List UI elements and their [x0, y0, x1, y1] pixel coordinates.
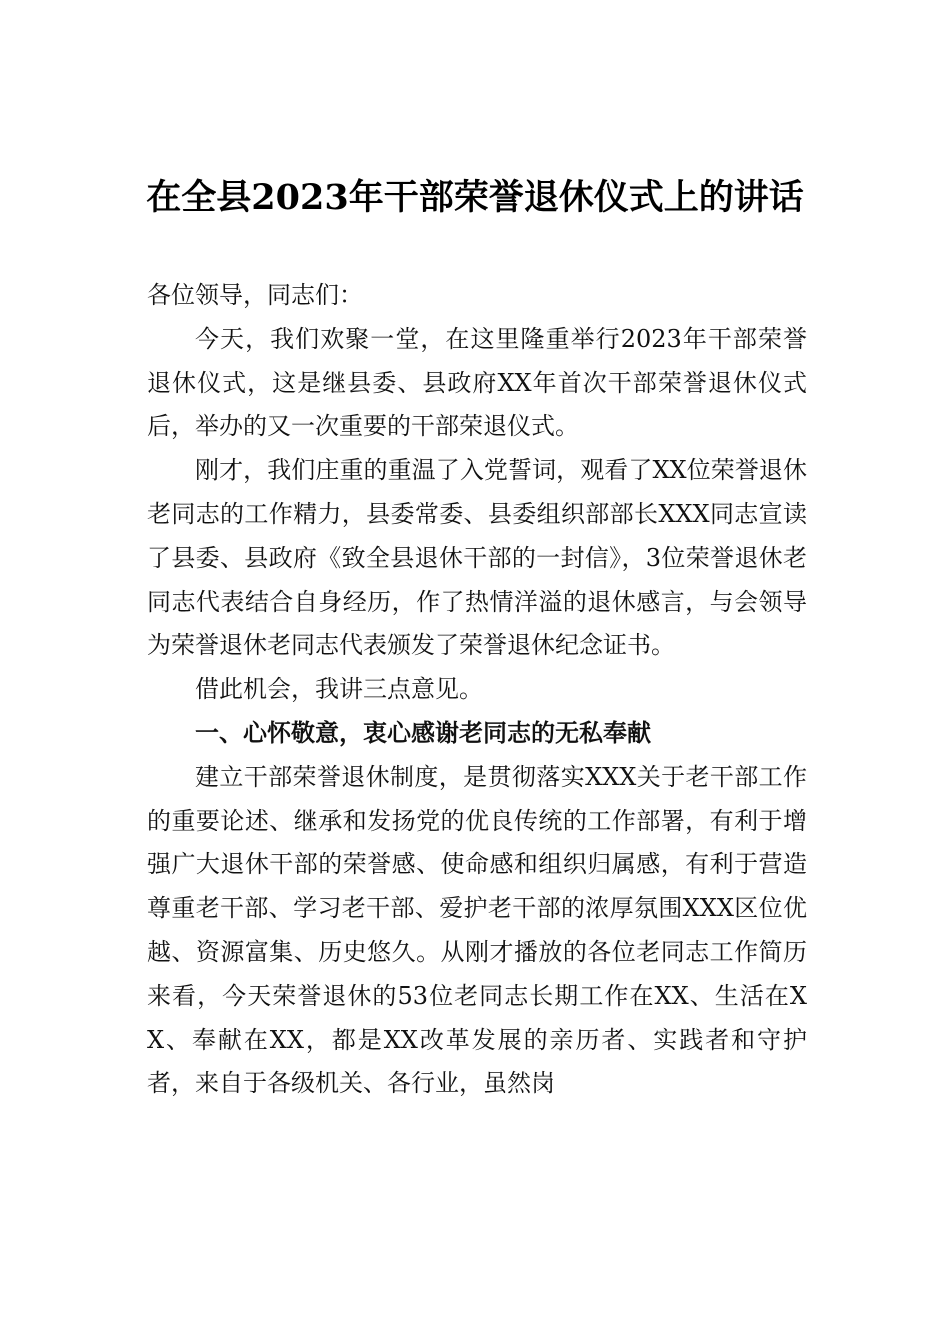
document-body [147, 274, 807, 1106]
paragraph-three-points: 借此机会，我讲三点意见。 [195, 675, 483, 704]
paragraph-opening: 今天，我们欢聚一堂，在这里隆重举行2023年干部荣誉退休仪式，这是继县委、县政府XX年首次干部荣誉退休仪式后，举办的又一次重要的干部荣退仪式。 [147, 324, 807, 441]
section-paragraph: 建立干部荣誉退休制度，是贯彻落实XXX关于老干部工作的重要论述、继承和发扬党的优良传统的工作部署，有利于增强广大退休干部的荣誉感、使命感和组织归属感，有利于营造尊重老干部、学习老干部、爱护老干部的浓厚氛围XXX区位优越、资源富集、历史悠久。从刚才播放的各位老同志工作简历来看，今天荣誉退休的53位老同志长期工作在XX、生活在XX、奉献在XX，都是XX改革发展的亲历者、实践者和守护者，来自于各级机关、各行业，虽然岗 [147, 762, 807, 1098]
salutation: 各位领导，同志们： [147, 281, 363, 309]
paragraph-ceremony-review: 刚才，我们庄重的重温了入党誓词，观看了XX位荣誉退休老同志的工作精力，县委常委、县委组织部部长XXX同志宣读了县委、县政府《致全县退休干部的一封信》，3位荣誉退休老同志代表结合自身经历，作了热情洋溢的退休感言，与会领导为荣誉退休老同志代表颁发了荣誉退休纪念证书。 [147, 456, 807, 660]
section-heading: 一、心怀敬意，衷心感谢老同志的无私奉献 [195, 718, 651, 747]
document-title: 在全县2023年干部荣誉退休仪式上的讲话 [146, 177, 804, 218]
